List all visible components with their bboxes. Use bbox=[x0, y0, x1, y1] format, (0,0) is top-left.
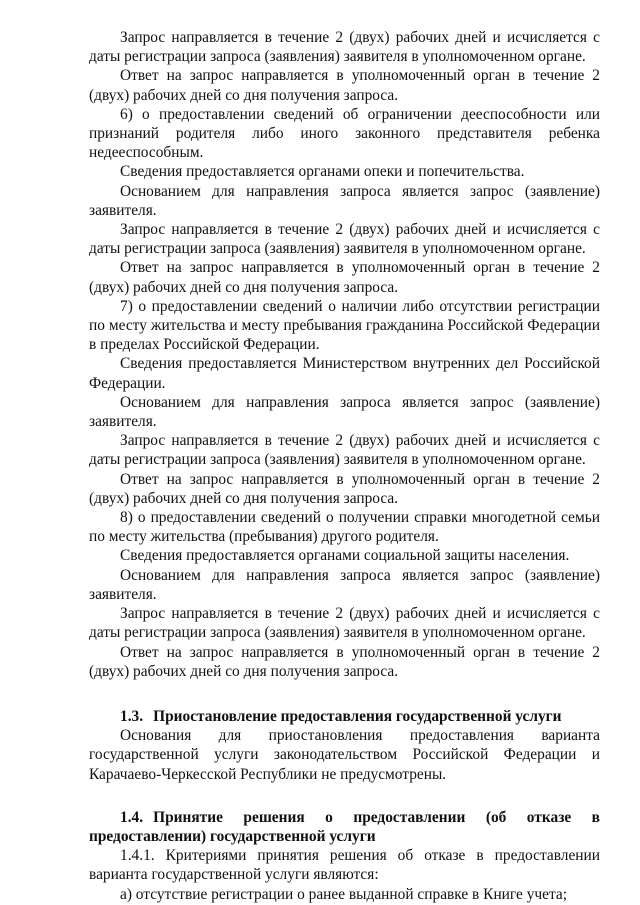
paragraph: Ответ на запрос направляется в уполномоченный орган в течение 2 (двух) рабочих дней со дня получения запроса. bbox=[89, 643, 600, 680]
section-title: Принятие решения о предоставлении (об отказе в предоставлении) государственной услуги bbox=[89, 808, 600, 845]
section-title: Приостановление предоставления государственной услуги bbox=[153, 707, 562, 725]
section-1-4-paragraph: 1.4.1. Критериями принятия решения об отказе в предоставлении варианта государственной услуги являются: bbox=[89, 847, 600, 884]
paragraph: Основанием для направления запроса является запрос (заявление) заявителя. bbox=[89, 393, 600, 431]
paragraph: Основанием для направления запроса является запрос (заявление) заявителя. bbox=[89, 566, 600, 603]
section-heading-1-4 bbox=[89, 808, 600, 846]
paragraph: Запрос направляется в течение 2 (двух) рабочих дней и исчисляется с даты регистрации запроса (заявления) заявителя в уполномоченном органе. bbox=[89, 432, 600, 469]
paragraph-list bbox=[89, 28, 600, 681]
section-1-3-body: Основания для приостановления предоставления варианта государственной услуги законодательством Российской Федерации и Карачаево-Черкесской Республики не предусмотрены. bbox=[89, 727, 600, 783]
paragraph: Основанием для направления запроса является запрос (заявление) заявителя. bbox=[89, 182, 600, 219]
section-number: 1.3. bbox=[120, 707, 144, 725]
section-heading-1-3 bbox=[89, 707, 600, 726]
paragraph: Ответ на запрос направляется в уполномоченный орган в течение 2 (двух) рабочих дней со дня получения запроса. bbox=[89, 67, 600, 104]
paragraph: 6) о предоставлении сведений об ограничении дееспособности или признаний родителя либо иного законного представителя ребенка недееспособным. bbox=[89, 105, 600, 162]
spacer bbox=[89, 784, 600, 808]
spacer bbox=[89, 681, 600, 707]
paragraph: Ответ на запрос направляется в уполномоченный орган в течение 2 (двух) рабочих дней со дня получения запроса. bbox=[89, 470, 600, 507]
paragraph: Запрос направляется в течение 2 (двух) рабочих дней и исчисляется с даты регистрации запроса (заявления) заявителя в уполномоченном органе. bbox=[89, 605, 600, 642]
paragraph: Запрос направляется в течение 2 (двух) рабочих дней и исчисляется с даты регистрации запроса (заявления) заявителя в уполномоченном органе. bbox=[89, 221, 600, 258]
paragraph: Сведения предоставляется органами опеки и попечительства. bbox=[120, 163, 525, 181]
paragraph: Ответ на запрос направляется в уполномоченный орган в течение 2 (двух) рабочих дней со дня получения запроса. bbox=[89, 259, 600, 296]
paragraph: 8) о предоставлении сведений о получении справки многодетной семьи по месту жительства (пребывания) другого родителя. bbox=[89, 509, 600, 546]
section-number: 1.4. bbox=[120, 808, 144, 826]
paragraph: Запрос направляется в течение 2 (двух) рабочих дней и исчисляется с даты регистрации запроса (заявления) заявителя в уполномоченном органе. bbox=[89, 29, 600, 66]
section-1-4-paragraph: а) отсутствие регистрации о ранее выданной справке в Книге учета; bbox=[120, 885, 567, 903]
paragraph: Сведения предоставляется Министерством внутренних дел Российской Федерации. bbox=[89, 355, 600, 392]
paragraph: 7) о предоставлении сведений о наличии либо отсутствии регистрации по месту жительства и месту пребывания гражданина Российской Федерации в пределах Российской Федерации. bbox=[89, 297, 600, 354]
paragraph: Сведения предоставляется органами социальной защиты населения. bbox=[120, 547, 570, 565]
